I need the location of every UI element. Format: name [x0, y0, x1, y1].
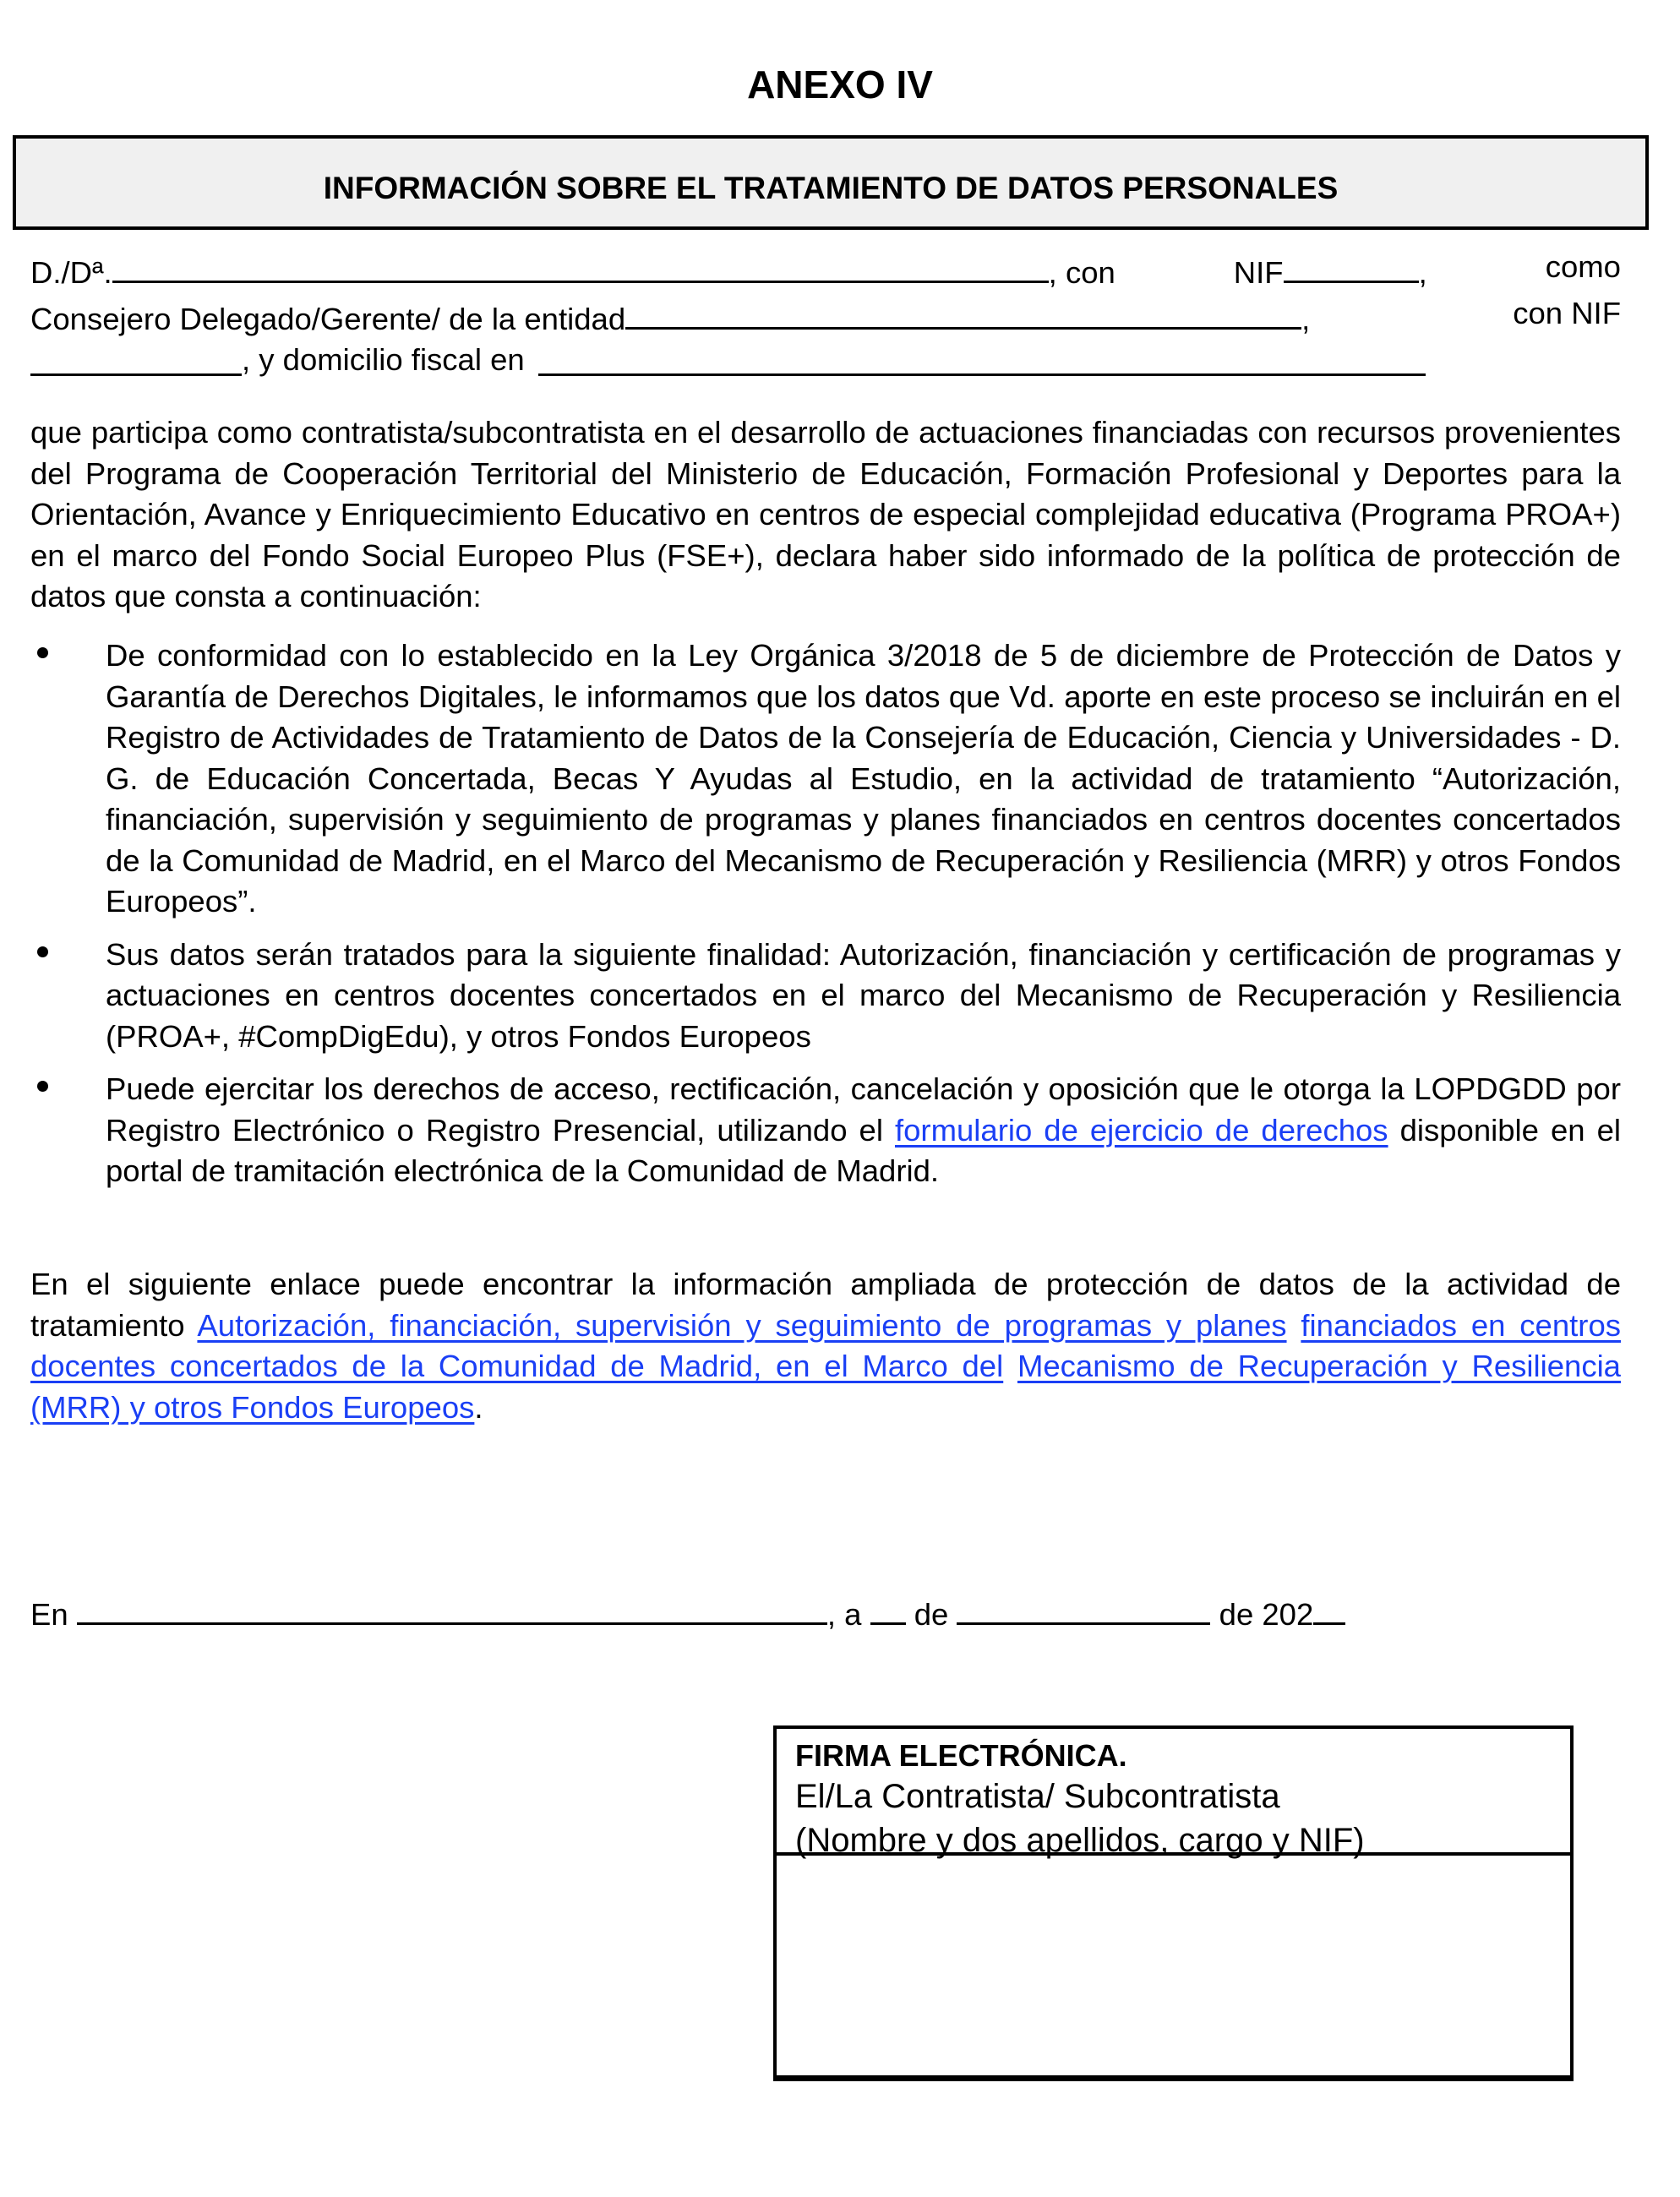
declarant-line-3	[30, 340, 1621, 386]
name-field[interactable]	[112, 247, 1049, 283]
bullet-icon	[37, 647, 48, 658]
year-field[interactable]	[1313, 1589, 1345, 1625]
fiscal-address-field[interactable]	[538, 340, 1426, 376]
signature-header	[777, 1729, 1570, 1859]
section-header: INFORMACIÓN SOBRE EL TRATAMIENTO DE DATOS PERSONALES	[323, 171, 1339, 205]
section-header-box	[13, 135, 1649, 230]
list-item-text: Puede ejercitar los derechos de acceso, rectificación, cancelación y oposición que le otorga la LOPDGDD por Registro Electrónico o Registro Presencial, utilizando el	[106, 1071, 1621, 1148]
label-entity-nif: con NIF	[1513, 296, 1621, 330]
data-protection-list	[30, 635, 1621, 1204]
treatment-activity-link-3[interactable]: Mecanismo de Recuperación y Resiliencia (MRR) y otros Fondos Europeos	[30, 1349, 1621, 1425]
signature-role: El/La Contratista/ Subcontratista	[795, 1778, 1280, 1815]
signature-instructions: (Nombre y dos apellidos, cargo y NIF)	[795, 1822, 1365, 1859]
comma: ,	[1301, 302, 1311, 336]
label-name: D./Dª.	[30, 255, 112, 290]
list-item	[30, 635, 1621, 923]
label-fiscal-address: , y domicilio fiscal en	[242, 342, 525, 377]
place-field[interactable]	[77, 1589, 827, 1625]
month-field[interactable]	[957, 1589, 1210, 1625]
label-como: como	[1545, 249, 1621, 284]
label-con: , con	[1048, 255, 1115, 290]
period: .	[474, 1389, 483, 1425]
signature-title: FIRMA ELECTRÓNICA.	[795, 1738, 1127, 1773]
treatment-activity-link-2[interactable]: financiados en centros docentes concertados de la Comunidad de Madrid, en el Marco del	[30, 1307, 1622, 1383]
bullet-icon	[37, 946, 48, 957]
bullet-icon	[37, 1081, 48, 1092]
list-item-text: disponible en el portal de tramitación electrónica de la Comunidad de Madrid.	[106, 1112, 1621, 1188]
signature-box	[773, 1725, 1574, 2081]
list-item-text: De conformidad con lo establecido en la Ley Orgánica 3/2018 de 5 de diciembre de Protección de Datos y Garantía de Derechos Digitales, le informamos que los datos que Vd. aporte en este proceso se incluirán en el Registro de Actividades de Tratamiento de Datos de la Consejería de Educación, Ciencia y Universidades - D. G. de Educación Concertada, Becas Y Ayudas al Estudio, en la actividad de tratamiento “Autorización, financiación, supervisión y seguimiento de programas y planes financiados en centros docentes concertados de la Comunidad de Madrid, en el Marco del Mecanismo de Recuperación y Resiliencia (MRR) y otros Fondos Europeos”.	[106, 638, 1621, 919]
label-year: de 202	[1219, 1597, 1314, 1632]
declarant-line-1	[30, 247, 1621, 293]
rights-form-link[interactable]: formulario de ejercicio de derechos	[894, 1112, 1388, 1148]
intro-paragraph: que participa como contratista/subcontratista en el desarrollo de actuaciones financiadas con recursos provenientes del Programa de Cooperación Territorial del Ministerio de Educación, Formación Profesional y Deportes para la Orientación, Avance y Enriquecimiento Educativo en centros de especial complejidad educativa (Programa PROA+) en el marco del Fondo Social Europeo Plus (FSE+), declara haber sido informado de la política de protección de datos que consta a continuación:	[30, 415, 1621, 613]
day-field[interactable]	[870, 1589, 906, 1625]
comma: ,	[1418, 255, 1427, 290]
place-date-line	[30, 1589, 1345, 1633]
treatment-activity-link-1[interactable]: Autorización, financiación, supervisión y seguimiento de programas y planes	[197, 1307, 1287, 1343]
page-title: ANEXO IV	[747, 63, 933, 106]
signature-area[interactable]	[777, 1856, 1570, 2075]
label-a: , a	[826, 1597, 862, 1632]
list-item	[30, 1069, 1621, 1192]
label-nif: NIF	[1233, 255, 1284, 290]
label-de: de	[914, 1597, 949, 1632]
label-entity: Consejero Delegado/Gerente/ de la entidad	[30, 302, 626, 336]
nif-field[interactable]	[1284, 247, 1419, 283]
entity-nif-field[interactable]	[30, 340, 242, 376]
list-item-text: Sus datos serán tratados para la siguiente finalidad: Autorización, financiación y certificación de programas y actuaciones en centros docentes concertados en el marco del Mecanismo de Recuperación y Resiliencia (PROA+, #CompDigEdu), y otros Fondos Europeos	[106, 936, 1621, 1054]
declarant-fields	[30, 247, 1621, 386]
label-en: En	[30, 1597, 68, 1632]
list-item	[30, 935, 1621, 1058]
more-info-text: En el siguiente enlace puede encontrar la información ampliada de protección de datos de la actividad de tratamiento	[30, 1267, 1621, 1343]
declarant-line-2	[30, 293, 1621, 340]
entity-field[interactable]	[625, 293, 1301, 330]
more-info-paragraph	[30, 1264, 1621, 1428]
